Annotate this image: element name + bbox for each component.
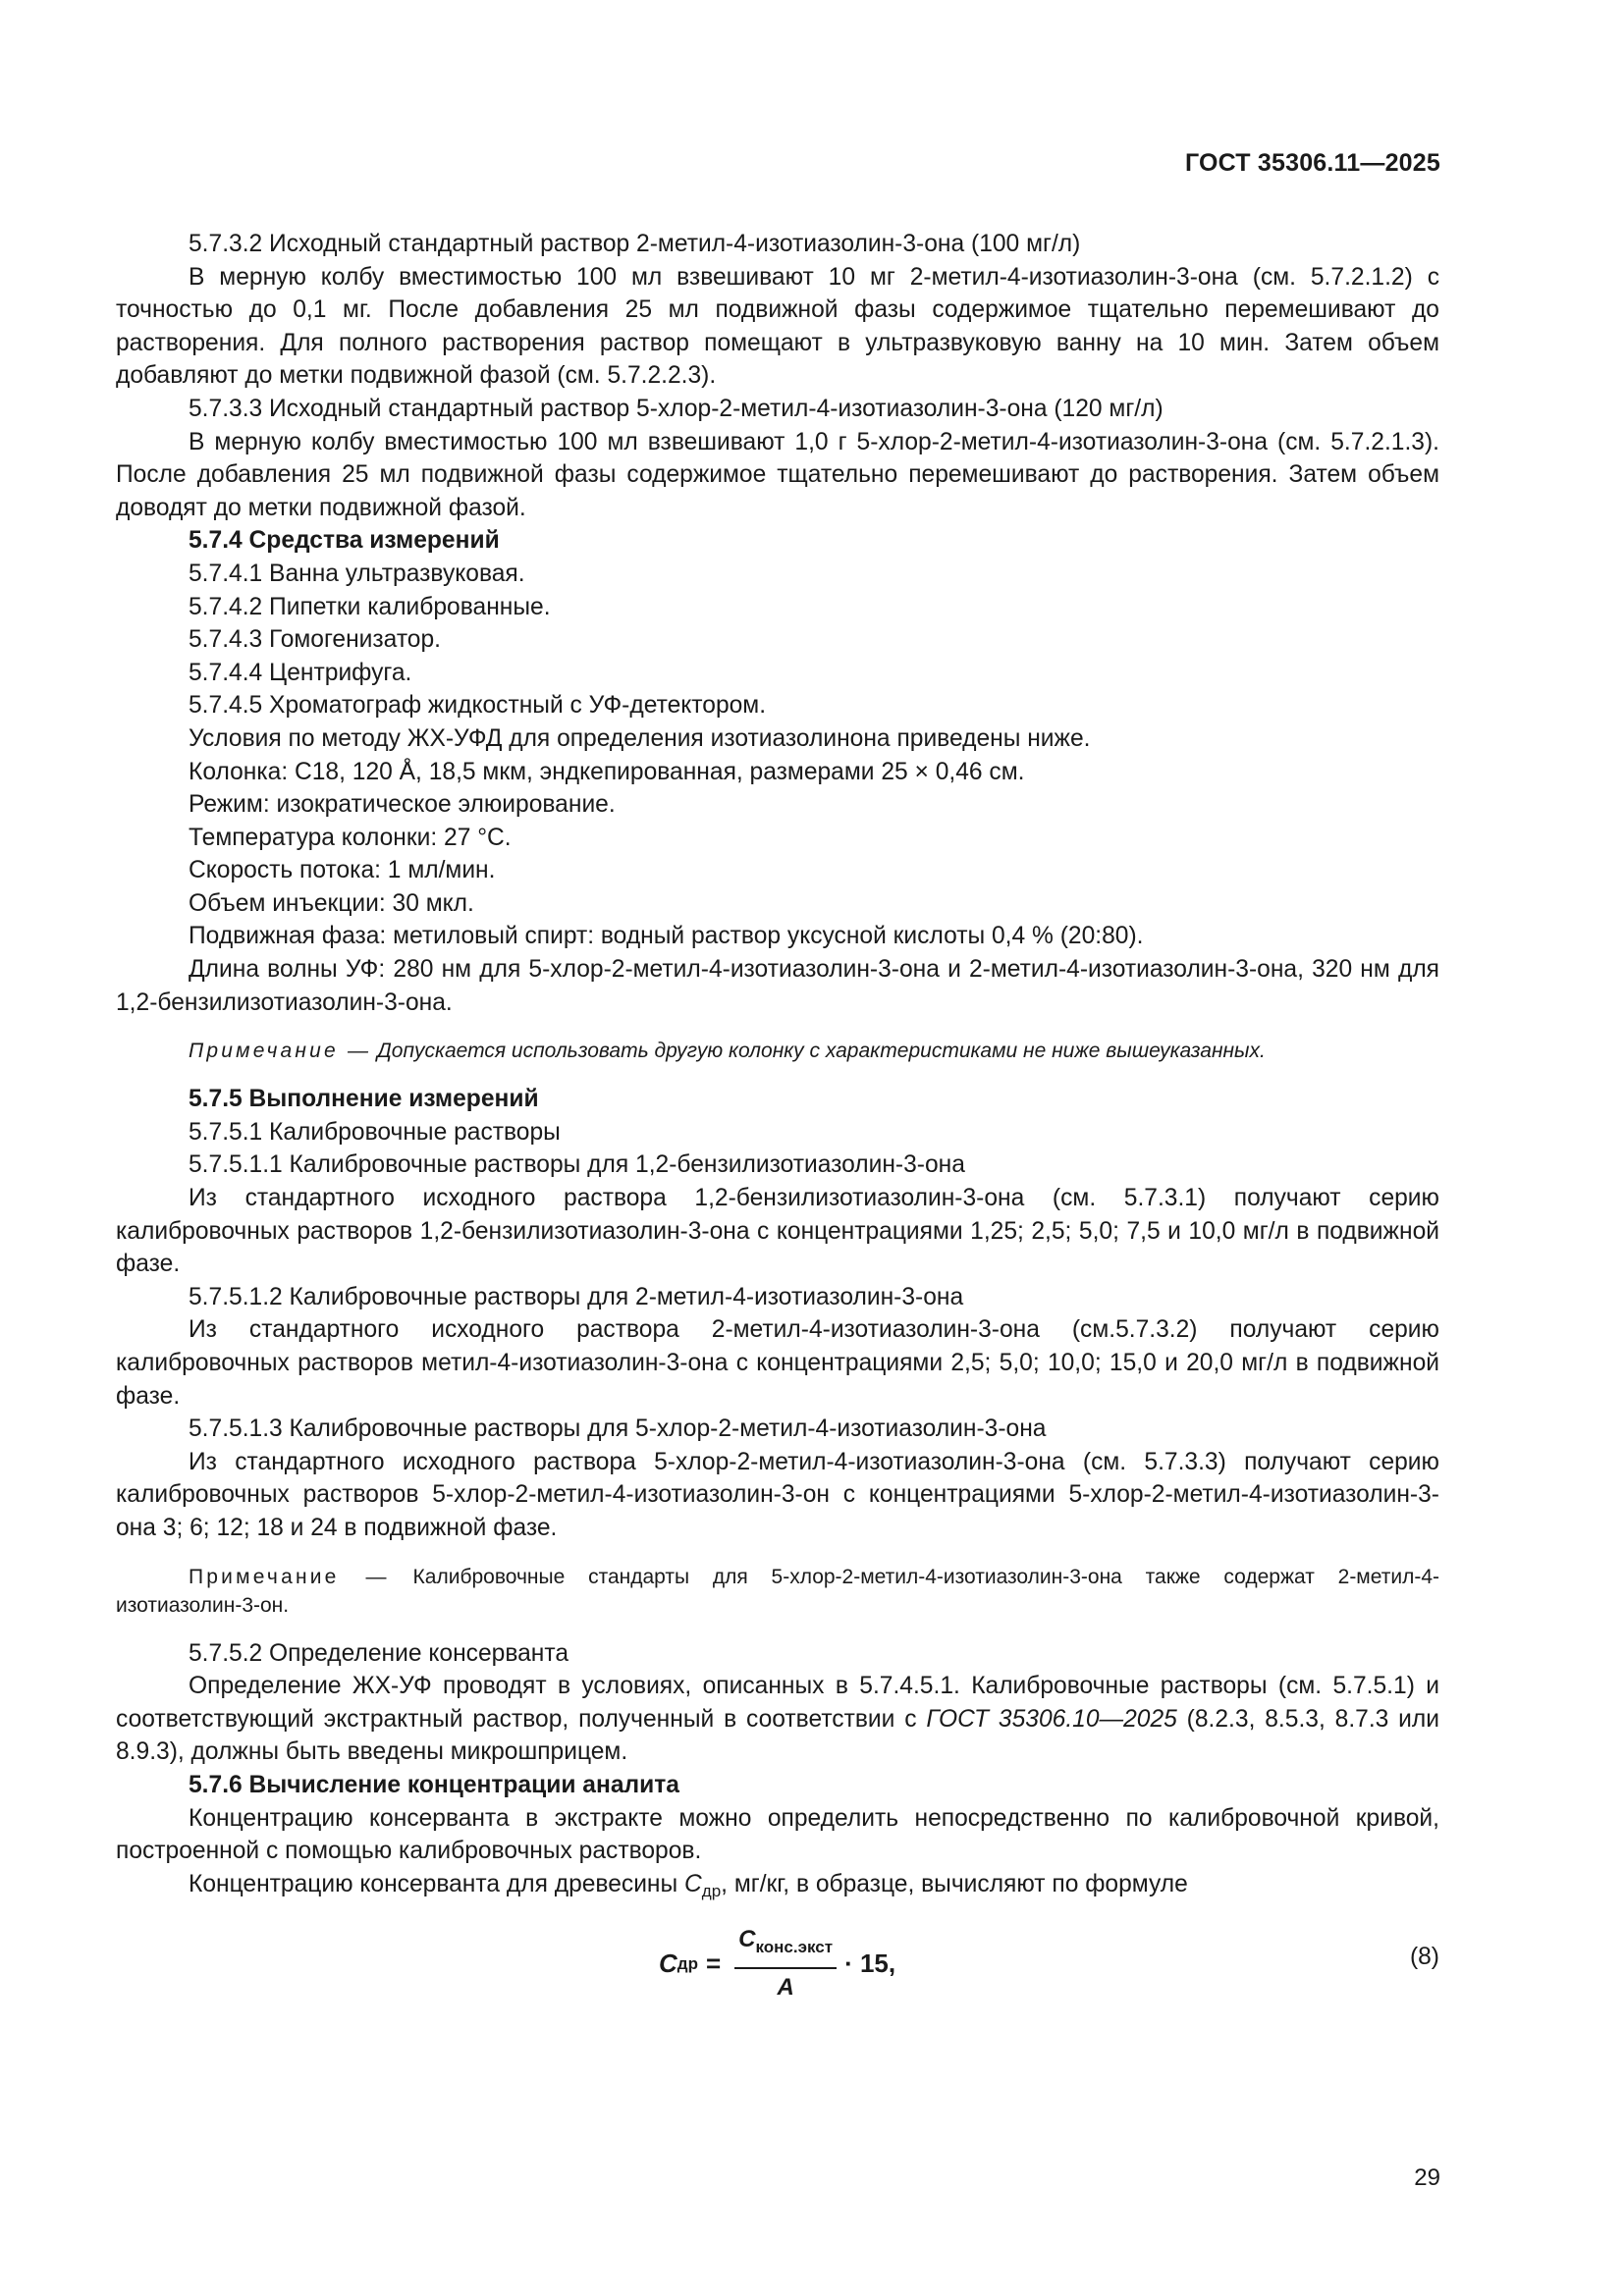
paragraph: 5.7.3.2 Исходный стандартный раствор 2-метил-4-изотиазолин-3-она (100 мг/л) xyxy=(189,231,1081,257)
paragraph: 5.7.3.3 Исходный стандартный раствор 5-хлор-2-метил-4-изотиазолин-3-она (120 мг/л) xyxy=(189,395,1164,422)
paragraph: Колонка: С18, 120 Å, 18,5 мкм, эндкепированная, размерами 25 × 0,46 см. xyxy=(189,758,1025,785)
formula-fraction xyxy=(734,1923,837,2003)
variable: С xyxy=(684,1870,702,1897)
paragraph: 5.7.4.2 Пипетки калиброванные. xyxy=(189,593,551,620)
formula-equals: = xyxy=(705,1948,722,1978)
variable-subscript: др xyxy=(701,1881,722,1900)
text-fragment: (8.2.3, 8.5.3, 8.7.3 или 8.9.3), должны быть введены микрошприцем. xyxy=(116,1705,1440,1766)
paragraph: 5.7.5.1.1 Калибровочные растворы для 1,2-бензилизотиазолин-3-она xyxy=(189,1151,965,1179)
formula-tail: · 15, xyxy=(844,1948,896,1978)
page-number: 29 xyxy=(1414,2164,1440,2191)
note-label: Примечание — xyxy=(189,1040,372,1063)
document-body xyxy=(116,228,1439,2000)
formula-expression xyxy=(659,1923,895,2003)
standard-reference: ГОСТ 35306.10—2025 xyxy=(926,1705,1177,1733)
paragraph: Из стандартного исходного раствора 5-хлор-2-метил-4-изотиазолин-3-она (см. 5.7.3.3) получают серию калибровочных растворов 5-хлор-2-метил-4-изотиазолин-3-он с концентрациями 5-хлор-2-метил-4-изотиазолин-3-она 3; 6; 12; 18 и 24 в подвижной фазе. xyxy=(116,1448,1439,1541)
paragraph: Подвижная фаза: метиловый спирт: водный раствор уксусной кислоты 0,4 % (20:80). xyxy=(189,923,1144,950)
text-fragment: Концентрацию консерванта для древесины xyxy=(189,1870,685,1897)
note xyxy=(116,1037,1439,1065)
paragraph: Условия по методу ЖХ-УФД для определения изотиазолинона приведены ниже. xyxy=(189,724,1091,752)
paragraph: 5.7.4.4 Центрифуга. xyxy=(189,659,412,686)
paragraph: Объем инъекции: 30 мкл. xyxy=(189,889,474,917)
paragraph: 5.7.5.1.3 Калибровочные растворы для 5-хлор-2-метил-4-изотиазолин-3-она xyxy=(189,1415,1047,1443)
paragraph: Длина волны УФ: 280 нм для 5-хлор-2-метил-4-изотиазолин-3-она и 2-метил-4-изотиазолин-3-она, 320 нм для 1,2-бензилизотиазолин-3-она. xyxy=(116,956,1439,1016)
paragraph: Скорость потока: 1 мл/мин. xyxy=(189,857,496,884)
paragraph: 5.7.5.1.2 Калибровочные растворы для 2-метил-4-изотиазолин-3-она xyxy=(189,1283,964,1310)
paragraph: Из стандартного исходного раствора 1,2-бензилизотиазолин-3-она (см. 5.7.3.1) получают серию калибровочных растворов 1,2-бензилизотиазолин-3-она с концентрациями 1,25; 2,5; 5,0; 7,5 и 10,0 мг/л в подвижной фазе. xyxy=(116,1185,1439,1278)
paragraph: 5.7.4.1 Ванна ультразвуковая. xyxy=(189,560,525,587)
formula xyxy=(116,1923,1439,2000)
formula-lhs-var: С xyxy=(659,1948,677,1978)
section-heading: 5.7.5 Выполнение измерений xyxy=(189,1086,539,1113)
section-heading: 5.7.4 Средства измерений xyxy=(189,527,500,555)
note xyxy=(116,1563,1439,1620)
note-text: Калибровочные стандарты для 5-хлор-2-метил-4-изотиазолин-3-она также содержат 2-метил-4-изотиазолин-3-он. xyxy=(116,1565,1439,1617)
paragraph xyxy=(116,1868,1439,1908)
paragraph: Концентрацию консерванта в экстракте можно определить непосредственно по калибровочной кривой, построенной с помощью калибровочных растворов. xyxy=(116,1804,1439,1865)
formula-num-sub: конс.экст xyxy=(755,1938,834,1957)
paragraph: Из стандартного исходного раствора 2-метил-4-изотиазолин-3-она (см.5.7.3.2) получают серию калибровочных растворов метил-4-изотиазолин-3-она с концентрациями 2,5; 5,0; 10,0; 15,0 и 20,0 мг/л в подвижной фазе. xyxy=(116,1316,1439,1410)
document-header: ГОСТ 35306.11—2025 xyxy=(1184,149,1440,177)
paragraph: В мерную колбу вместимостью 100 мл взвешивают 1,0 г 5-хлор-2-метил-4-изотиазолин-3-она (см. 5.7.2.1.3). После добавления 25 мл подвижной фазы содержимое тщательно перемешивают до растворения. Затем объем доводят до метки подвижной фазой. xyxy=(116,428,1439,521)
formula-lhs-sub: др xyxy=(677,1953,698,1973)
note-text: Допускается использовать другую колонку с характеристиками не ниже вышеуказанных. xyxy=(377,1040,1266,1063)
note-label: Примечание — xyxy=(189,1565,390,1588)
paragraph: Режим: изократическое элюирование. xyxy=(189,791,616,819)
formula-numerator xyxy=(734,1923,837,1969)
text-fragment: Определение ЖХ-УФ проводят в условиях, описанных в 5.7.4.5.1. Калибровочные растворы (см. 5.7.5.1) и соответствующий экстрактный раствор, полученный в соответствии с xyxy=(116,1673,1439,1733)
paragraph: 5.7.4.3 Гомогенизатор. xyxy=(189,626,441,654)
formula-number: (8) xyxy=(1409,1944,1439,1971)
paragraph: В мерную колбу вместимостью 100 мл взвешивают 10 мг 2-метил-4-изотиазолин-3-она (см. 5.7.2.1.2) с точностью до 0,1 мг. После добавления 25 мл подвижной фазы содержимое тщательно перемешивают до растворения. Для полного растворения раствор помещают в ультразвуковую ванну на 10 мин. Затем объем добавляют до метки подвижной фазой (см. 5.7.2.2.3). xyxy=(116,263,1439,390)
paragraph: 5.7.5.2 Определение консерванта xyxy=(189,1639,569,1667)
text-fragment: , мг/кг, в образце, вычисляют по формуле xyxy=(721,1870,1188,1897)
paragraph xyxy=(116,1670,1439,1769)
paragraph: 5.7.5.1 Калибровочные растворы xyxy=(189,1118,561,1146)
paragraph: 5.7.4.5 Хроматограф жидкостный с УФ-детектором. xyxy=(189,692,767,720)
section-heading: 5.7.6 Вычисление концентрации аналита xyxy=(189,1771,679,1798)
paragraph: Температура колонки: 27 °С. xyxy=(189,824,512,851)
formula-denominator: А xyxy=(777,1973,794,2001)
formula-num-var: С xyxy=(738,1926,756,1953)
